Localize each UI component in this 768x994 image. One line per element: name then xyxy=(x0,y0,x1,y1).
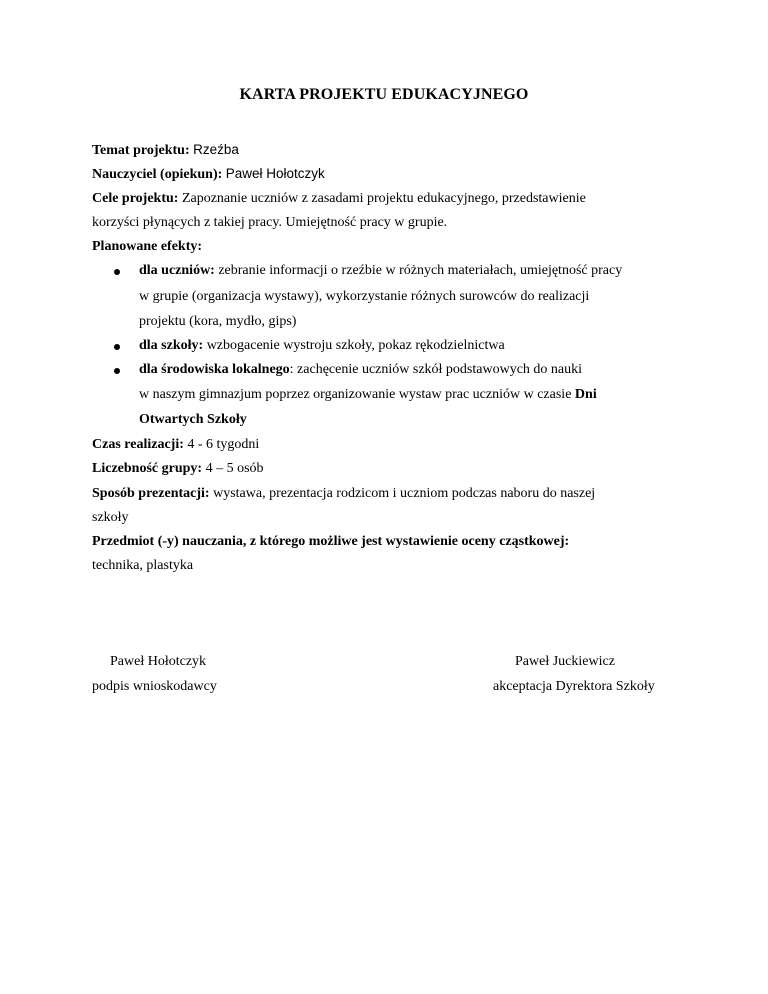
topic-line xyxy=(92,138,239,163)
goals-line-2 xyxy=(92,211,447,235)
effect-school-line xyxy=(139,334,505,358)
effect-school-text: wzbogacenie wystroju szkoły, pokaz rękodzielnictwa xyxy=(203,338,505,353)
effects-heading xyxy=(92,235,202,259)
presentation-line-2 xyxy=(92,506,129,530)
goals-label: Cele projektu: xyxy=(92,191,179,206)
subject-label: Przedmiot (-y) nauczania, z którego możliwe jest wystawienie oceny cząstkowej: xyxy=(92,534,570,549)
goals-text-2: korzyści płynących z takiej pracy. Umiejętność pracy w grupie. xyxy=(92,215,448,230)
topic-label: Temat projektu: xyxy=(92,143,190,158)
duration-label: Czas realizacji: xyxy=(92,437,184,452)
teacher-line xyxy=(92,162,325,187)
signature-left-name: Paweł Hołotczyk xyxy=(110,654,207,669)
goals-text-1: Zapoznanie uczniów z zasadami projektu edukacyjnego, przedstawienie xyxy=(181,191,586,206)
effect-students-line-1 xyxy=(139,259,622,283)
effect-students-label: dla uczniów: xyxy=(139,263,215,278)
duration-line xyxy=(92,433,259,457)
presentation-line-1 xyxy=(92,482,595,506)
effect-community-text-1: : zachęcenie uczniów szkół podstawowych do nauki xyxy=(289,362,583,377)
document-title: KARTA PROJEKTU EDUKACYJNEGO xyxy=(239,86,529,103)
topic-value: Rzeźba xyxy=(193,142,239,157)
effect-community-label: dla środowiska lokalnego xyxy=(139,362,290,377)
teacher-value: Paweł Hołotczyk xyxy=(225,166,325,181)
duration-value: 4 - 6 tygodni xyxy=(183,437,260,452)
effect-students-line-3 xyxy=(139,310,296,334)
presentation-text-1: wystawa, prezentacja rodzicom i uczniom podczas naboru do naszej xyxy=(209,486,596,501)
signature-right-name: Paweł Juckiewicz xyxy=(515,654,615,669)
effects-label: Planowane efekty: xyxy=(92,239,203,254)
effect-community-bold-2: Otwartych Szkoły xyxy=(139,412,247,427)
signature-right-caption: akceptacja Dyrektora Szkoły xyxy=(493,679,655,694)
subject-heading xyxy=(92,530,569,554)
effect-students-text-2: w grupie (organizacja wystawy), wykorzystanie różnych surowców do realizacji xyxy=(139,289,590,304)
effect-community-bold-1: Dni xyxy=(574,387,597,402)
effect-community-line-3 xyxy=(139,408,247,432)
teacher-label: Nauczyciel (opiekun): xyxy=(92,167,223,182)
effect-community-text-2: w naszym gimnazjum poprzez organizowanie wystaw prac uczniów w czasie xyxy=(139,387,575,402)
bullet-icon xyxy=(114,368,120,374)
effect-students-line-2 xyxy=(139,285,589,309)
effect-community-line-1 xyxy=(139,358,582,382)
presentation-label: Sposób prezentacji: xyxy=(92,486,210,501)
presentation-text-2: szkoły xyxy=(92,510,129,525)
bullet-icon xyxy=(114,344,120,350)
subject-line xyxy=(92,554,193,578)
subject-value: technika, plastyka xyxy=(92,558,194,573)
effect-community-line-2 xyxy=(139,383,597,407)
group-value: 4 – 5 osób xyxy=(202,461,264,476)
goals-line-1 xyxy=(92,187,586,211)
effect-students-text-1: zebranie informacji o rzeźbie w różnych materiałach, umiejętność pracy xyxy=(214,263,623,278)
group-label: Liczebność grupy: xyxy=(92,461,203,476)
signature-left-caption: podpis wnioskodawcy xyxy=(92,679,217,694)
group-line xyxy=(92,457,264,481)
effect-students-text-3: projektu (kora, mydło, gips) xyxy=(139,314,297,329)
bullet-icon xyxy=(114,269,120,275)
effect-school-label: dla szkoły: xyxy=(139,338,204,353)
